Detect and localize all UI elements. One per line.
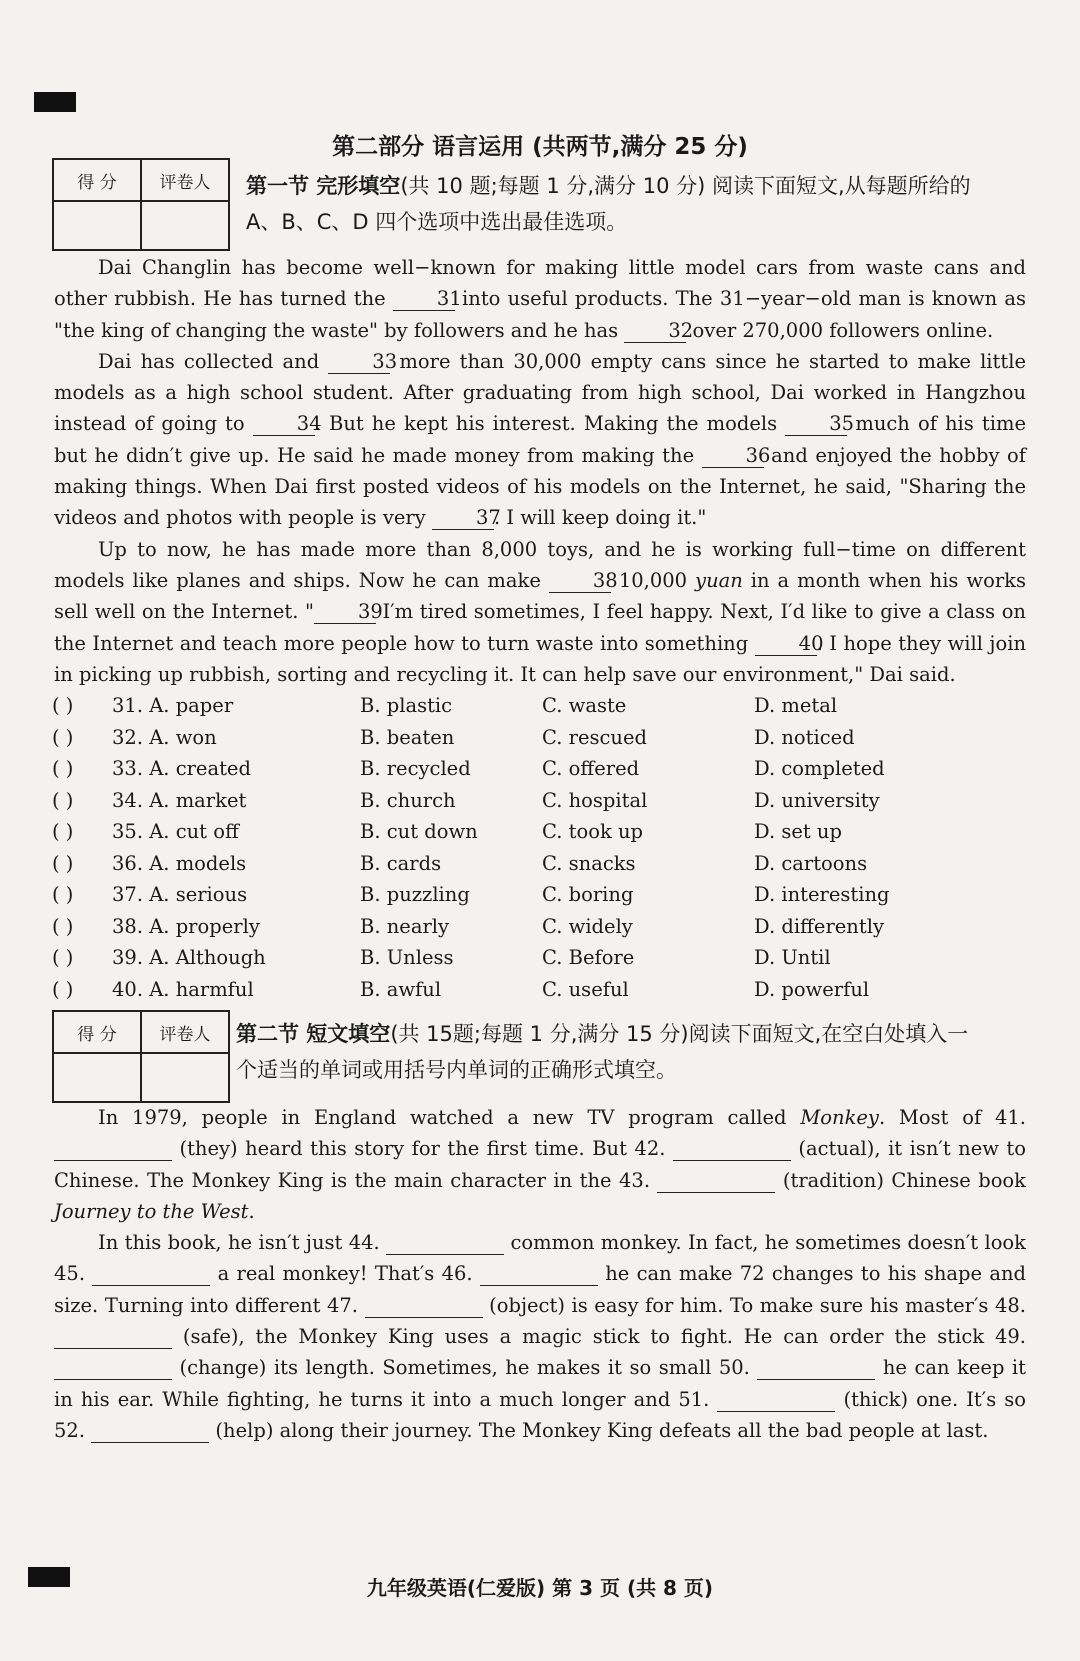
numbered-blank[interactable]: 39: [314, 601, 376, 624]
answer-bracket[interactable]: ( ): [52, 788, 74, 812]
part-title: 第二部分 语言运用 (共两节,满分 25 分): [332, 134, 748, 160]
grader-label: 评卷人: [141, 1011, 229, 1053]
option-c[interactable]: C. widely: [542, 914, 633, 938]
score-cell[interactable]: [53, 201, 141, 250]
text-run: a real monkey! That′s 46.: [210, 1262, 480, 1286]
option-d[interactable]: D. differently: [754, 914, 884, 938]
answer-bracket[interactable]: ( ): [52, 725, 74, 749]
answer-blank[interactable]: [386, 1232, 504, 1255]
answer-blank[interactable]: [480, 1263, 598, 1286]
text-run: Dai Changlin has become well−known for making little model cars from waste cans and other rubbish. He has turned the: [54, 256, 1026, 311]
answer-blank[interactable]: [54, 1326, 172, 1349]
numbered-blank[interactable]: 38: [549, 570, 611, 593]
text-run: Up to now, he has made more than 8,000 toys, and he is working full−time on different models like planes and ships. Now he can make: [54, 537, 1026, 592]
text-run: into useful products. The 31−year−old man is known as "the king of changing the waste" by followers and he has: [54, 287, 1026, 342]
text-run: . But he kept his interest. Making the models: [314, 412, 786, 436]
question-row: [52, 722, 1012, 754]
text-run: In this book, he isn′t just 44.: [98, 1231, 387, 1255]
option-a[interactable]: 36. A. models: [112, 851, 247, 875]
answer-blank[interactable]: [54, 1357, 172, 1380]
option-a[interactable]: 32. A. won: [112, 725, 217, 749]
text-run: he can keep it in his ear. While fighting, he turns it into a much longer and 51.: [54, 1356, 1026, 1411]
option-a[interactable]: 35. A. cut off: [112, 820, 239, 843]
answer-bracket[interactable]: ( ): [52, 883, 74, 906]
text-run: (safe), the Monkey King uses a magic stick to fight. He can order the stick 49.: [172, 1325, 1026, 1349]
numbered-blank[interactable]: 40: [755, 633, 817, 656]
option-b[interactable]: B. awful: [360, 977, 442, 1001]
paragraph: [54, 1227, 1026, 1446]
option-a[interactable]: 33. A. created: [112, 757, 251, 780]
option-c[interactable]: C. snacks: [542, 851, 636, 875]
text-run: (change) its length. Sometimes, he makes it so small 50.: [172, 1356, 758, 1380]
option-c[interactable]: C. useful: [542, 977, 629, 1001]
section1-heading: [246, 168, 986, 240]
option-a[interactable]: 34. A. market: [112, 788, 247, 812]
answer-blank[interactable]: [54, 1138, 172, 1161]
option-d[interactable]: D. completed: [754, 757, 885, 780]
paragraph: [54, 252, 1026, 346]
answer-blank[interactable]: [91, 1420, 209, 1443]
registration-mark-top: [34, 92, 76, 112]
option-c[interactable]: C. boring: [542, 883, 634, 906]
option-b[interactable]: B. Unless: [360, 946, 454, 969]
text-run: he can make 72 changes to his shape and size. Turning into different 47.: [54, 1262, 1026, 1317]
numbered-blank[interactable]: 31: [393, 288, 455, 311]
page-footer: 九年级英语(仁爱版) 第 3 页 (共 8 页): [366, 1576, 714, 1600]
answer-blank[interactable]: [92, 1263, 210, 1286]
paragraph: [54, 1102, 1026, 1227]
option-a[interactable]: 37. A. serious: [112, 883, 248, 906]
text-run: more than 30,000 empty cans since he started to make little models as a high school student. After graduating from high school, Dai worked in Hangzhou instead of going to: [54, 349, 1026, 436]
cloze-passage: [54, 252, 1026, 690]
text-run: common monkey. In fact, he sometimes doesn′t look 45.: [54, 1231, 1026, 1286]
text-run: over 270,000 followers online.: [686, 318, 994, 342]
question-row: [52, 785, 1012, 817]
option-d[interactable]: D. Until: [754, 946, 831, 969]
option-d[interactable]: D. noticed: [754, 725, 855, 749]
section2-title: 第二节 短文填空: [236, 1022, 391, 1046]
text-run: . Most of 41.: [878, 1106, 1027, 1129]
fill-in-passage: [54, 1102, 1026, 1446]
section2-heading: [236, 1016, 986, 1088]
option-b[interactable]: B. cards: [360, 851, 442, 875]
answer-bracket[interactable]: ( ): [52, 977, 74, 1001]
italic-text: Monkey: [800, 1106, 879, 1129]
option-b[interactable]: B. church: [360, 788, 456, 812]
question-row: [52, 879, 1012, 911]
text-run: Dai has collected and: [98, 349, 329, 373]
text-run: (actual), it isn′t new to Chinese. The Monkey King is the main character in the 43.: [54, 1137, 1026, 1192]
text-run: 10,000: [610, 568, 696, 592]
text-run: (object) is easy for him. To make sure his master′s 48.: [482, 1293, 1026, 1317]
option-d[interactable]: D. set up: [754, 820, 842, 843]
option-b[interactable]: B. puzzling: [360, 883, 470, 906]
option-d[interactable]: D. metal: [754, 694, 838, 717]
option-d[interactable]: D. cartoons: [754, 851, 868, 875]
section1-title: 第一节 完形填空: [246, 174, 401, 198]
option-d[interactable]: D. university: [754, 788, 880, 812]
italic-text: Journey to the West: [54, 1199, 249, 1223]
score-box-section1: [52, 158, 230, 251]
section1-instruction: (共 10 题;每题 1 分,满分 10 分) 阅读下面短文,从每题所给的 A、B、C、D 四个选项中选出最佳选项。: [246, 174, 971, 234]
text-run: much of his time but he didn′t give up. He said he made money from making the: [54, 412, 1026, 467]
text-run: . I hope they will join in picking up rubbish, sorting and recycling it. It can help save our environment," Dai said.: [54, 631, 1026, 686]
text-run: I′m tired sometimes, I feel happy. Next, I′d like to give a class on the Internet and teach more people how to turn waste into something: [54, 600, 1026, 655]
text-run: and enjoyed the hobby of making things. When Dai first posted videos of his models on the Internet, he said, "Sharing the videos and photos with people is very: [54, 443, 1026, 530]
option-a[interactable]: 40. A. harmful: [112, 977, 254, 1001]
answer-bracket[interactable]: ( ): [52, 694, 74, 717]
grader-cell[interactable]: [141, 1053, 229, 1102]
score-label: 得 分: [53, 159, 141, 201]
answer-bracket[interactable]: ( ): [52, 757, 74, 780]
option-b[interactable]: B. nearly: [360, 914, 450, 938]
grader-label: 评卷人: [141, 159, 229, 201]
option-a[interactable]: 31. A. paper: [112, 694, 234, 717]
option-c[interactable]: C. hospital: [542, 788, 648, 812]
question-row: [52, 942, 1012, 974]
score-cell[interactable]: [53, 1053, 141, 1102]
question-row: [52, 816, 1012, 848]
numbered-blank[interactable]: 37: [432, 507, 494, 530]
question-row: [52, 911, 1012, 943]
text-run: in a month when his works sell well on the Internet. ": [54, 568, 1026, 624]
numbered-blank[interactable]: 34: [253, 413, 315, 436]
score-label: 得 分: [53, 1011, 141, 1053]
answer-bracket[interactable]: ( ): [52, 820, 74, 843]
option-a[interactable]: 38. A. properly: [112, 914, 260, 938]
answer-blank[interactable]: [717, 1389, 835, 1412]
answer-bracket[interactable]: ( ): [52, 914, 74, 938]
score-box-section2: [52, 1010, 230, 1103]
paragraph: [54, 534, 1026, 690]
grader-cell[interactable]: [141, 201, 229, 250]
option-d[interactable]: D. powerful: [754, 977, 870, 1001]
cloze-options: [52, 690, 1012, 1005]
text-run: (thick) one. It′s so 52.: [54, 1387, 1027, 1442]
text-run: .: [248, 1199, 255, 1223]
text-run: (help) along their journey. The Monkey King defeats all the bad people at last.: [209, 1418, 989, 1442]
option-b[interactable]: B. beaten: [360, 725, 455, 749]
italic-text: yuan: [695, 568, 743, 592]
text-run: (tradition) Chinese book: [775, 1168, 1026, 1192]
numbered-blank[interactable]: 33: [328, 351, 390, 374]
section2-instruction: (共 15题;每题 1 分,满分 15 分)阅读下面短文,在空白处填入一个适当的单词或用括号内单词的正确形式填空。: [236, 1022, 969, 1082]
answer-bracket[interactable]: ( ): [52, 851, 74, 875]
option-b[interactable]: B. recycled: [360, 757, 471, 780]
option-a[interactable]: 39. A. Although: [112, 946, 266, 969]
option-b[interactable]: B. cut down: [360, 820, 478, 843]
answer-blank[interactable]: [365, 1295, 483, 1318]
question-row: [52, 974, 1012, 1006]
numbered-blank[interactable]: 35: [785, 413, 847, 436]
option-c[interactable]: C. Before: [542, 946, 635, 969]
text-run: . I will keep doing it.": [493, 506, 707, 530]
text-run: In 1979, people in England watched a new TV program called: [98, 1106, 801, 1129]
paragraph: [54, 346, 1026, 534]
numbered-blank[interactable]: 36: [702, 445, 764, 468]
answer-blank[interactable]: [673, 1138, 791, 1161]
option-d[interactable]: D. interesting: [754, 883, 890, 906]
option-c[interactable]: C. rescued: [542, 725, 647, 749]
numbered-blank[interactable]: 32: [624, 320, 686, 343]
answer-blank[interactable]: [757, 1357, 875, 1380]
option-c[interactable]: C. offered: [542, 757, 640, 780]
answer-blank[interactable]: [657, 1170, 775, 1193]
question-row: [52, 848, 1012, 880]
option-c[interactable]: C. waste: [542, 694, 627, 717]
question-row: [52, 753, 1012, 785]
option-b[interactable]: B. plastic: [360, 694, 453, 717]
text-run: (they) heard this story for the first time. But 42.: [172, 1137, 673, 1161]
answer-bracket[interactable]: ( ): [52, 946, 74, 969]
option-c[interactable]: C. took up: [542, 820, 643, 843]
question-row: [52, 690, 1012, 722]
